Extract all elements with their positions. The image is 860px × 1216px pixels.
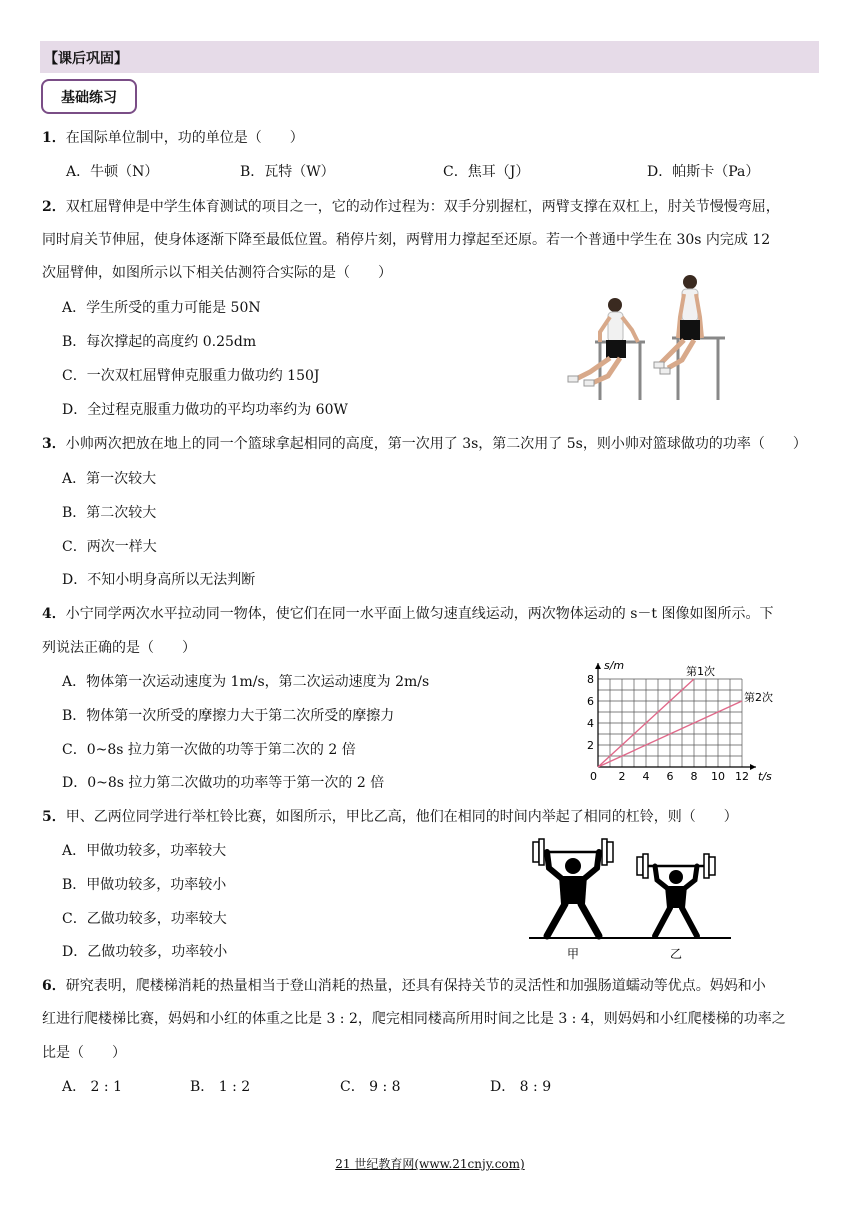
x-tick-label: 10 [711, 770, 725, 783]
question-3-option-a[interactable]: A．第一次较大 [62, 471, 157, 487]
question-3-option-c[interactable]: C．两次一样大 [62, 539, 157, 555]
question-2-text-line-3: 次屈臂伸，如图所示以下相关估测符合实际的是（ ） [42, 265, 392, 281]
weightlifter-a [533, 839, 613, 936]
y-tick-label: 6 [587, 695, 594, 708]
question-6-text-line-2: 红进行爬楼梯比赛，妈妈和小红的体重之比是 3 : 2，爬完相同楼高所用时间之比是 3 : 4，则妈妈和小红爬楼梯的功率之 [42, 1011, 786, 1027]
question-1-option-d[interactable]: D．帕斯卡（Pa） [647, 164, 760, 180]
question-6-option-a[interactable]: A． 2 : 1 [62, 1079, 122, 1095]
question-2-text-line-2: 同时肩关节伸屈，使身体逐渐下降至最低位置。稍停片刻，两臂用力撑起至还原。若一个普通中学生在 30s 内完成 12 [42, 232, 771, 248]
question-4-option-a[interactable]: A．物体第一次运动速度为 1m/s，第二次运动速度为 2m/s [62, 674, 430, 690]
x-tick-label: 8 [690, 770, 698, 783]
question-4-option-d[interactable]: D．0~8s 拉力第二次做功的功率等于第一次的 2 倍 [62, 775, 385, 791]
question-4-option-b[interactable]: B．物体第一次所受的摩擦力大于第二次所受的摩擦力 [62, 708, 395, 724]
question-6-option-b[interactable]: B． 1 : 2 [190, 1079, 251, 1095]
x-tick-label: 12 [735, 770, 749, 783]
x-tick-label: 6 [666, 770, 674, 783]
question-2-option-d[interactable]: D．全过程克服重力做功的平均功率约为 60W [62, 402, 348, 418]
weightlifter-b-label: 乙 [669, 947, 683, 961]
y-tick-label: 2 [587, 739, 594, 752]
question-5-option-d[interactable]: D．乙做功较多，功率较小 [62, 944, 228, 960]
question-6-option-d[interactable]: D． 8 : 9 [490, 1079, 552, 1095]
question-3-text: 3．小帅两次把放在地上的同一个篮球拿起相同的高度，第一次用了 3s，第二次用了 5s，则小帅对篮球做功的功率（ ） [42, 436, 807, 452]
question-5-option-a[interactable]: A．甲做功较多，功率较大 [62, 843, 227, 859]
x-axis-label: t/s [758, 770, 772, 783]
footer-source[interactable]: 21 世纪教育网(www.21cnjy.com) [335, 1157, 525, 1171]
question-2-option-c[interactable]: C．一次双杠屈臂伸克服重力做功约 150J [62, 368, 320, 384]
question-4-text: 4．小宁同学两次水平拉动同一物体，使它们在同一水平面上做匀速直线运动，两次物体运动的 s－t 图像如图所示。下 [42, 606, 774, 622]
weightlifter-a-label: 甲 [566, 947, 580, 961]
question-2-option-b[interactable]: B．每次撑起的高度约 0.25dm [62, 334, 257, 350]
weightlifter-b [637, 854, 715, 936]
series-label-1: 第1次 [686, 665, 715, 678]
question-5-option-b[interactable]: B．甲做功较多，功率较小 [62, 877, 227, 893]
question-1-text: 1．在国际单位制中，功的单位是（ ） [42, 130, 304, 146]
y-axis-label: s/m [604, 659, 625, 672]
x-tick-label: 0 [590, 770, 597, 783]
question-3-option-d[interactable]: D．不知小明身高所以无法判断 [62, 572, 256, 588]
s-t-chart [580, 634, 780, 784]
question-2-text: 2．双杠屈臂伸是中学生体育测试的项目之一，它的动作过程为：双手分别握杠，两臂支撑在双杠上，肘关节慢慢弯屈， [42, 199, 780, 215]
question-6-text: 6．研究表明，爬楼梯消耗的热量相当于登山消耗的热量，还具有保持关节的灵活性和加强肠道蠕动等优点。妈妈和小 [42, 978, 766, 994]
question-2-option-a[interactable]: A．学生所受的重力可能是 50N [62, 300, 261, 316]
series-label-2: 第2次 [744, 691, 773, 704]
question-1-option-a[interactable]: A．牛顿（N） [66, 164, 159, 180]
question-3-option-b[interactable]: B．第二次较大 [62, 505, 157, 521]
x-tick-label: 4 [642, 770, 650, 783]
question-1-option-b[interactable]: B．瓦特（W） [240, 164, 335, 180]
parallel-bars-figure [560, 272, 730, 404]
y-axis-arrow [595, 663, 601, 669]
y-tick-label: 8 [587, 673, 594, 686]
section-banner [40, 41, 819, 73]
question-4-text-line-2: 列说法正确的是（ ） [42, 640, 196, 656]
x-tick-label: 2 [618, 770, 626, 783]
question-6-option-c[interactable]: C． 9 : 8 [340, 1079, 401, 1095]
question-5-option-c[interactable]: C．乙做功较多，功率较大 [62, 911, 227, 927]
question-6-text-line-3: 比是（ ） [42, 1045, 126, 1061]
section-tag: 基础练习 [41, 79, 137, 114]
y-tick-label: 4 [587, 717, 594, 730]
x-axis-arrow [750, 764, 756, 770]
question-5-text: 5．甲、乙两位同学进行举杠铃比赛，如图所示，甲比乙高，他们在相同的时间内举起了相同的杠铃，则（ ） [42, 809, 738, 825]
question-1-option-c[interactable]: C．焦耳（J） [443, 164, 530, 180]
weightlifters-figure [525, 832, 735, 964]
section-title: 【课后巩固】 [44, 51, 128, 67]
question-4-option-c[interactable]: C．0~8s 拉力第一次做的功等于第二次的 2 倍 [62, 742, 356, 758]
